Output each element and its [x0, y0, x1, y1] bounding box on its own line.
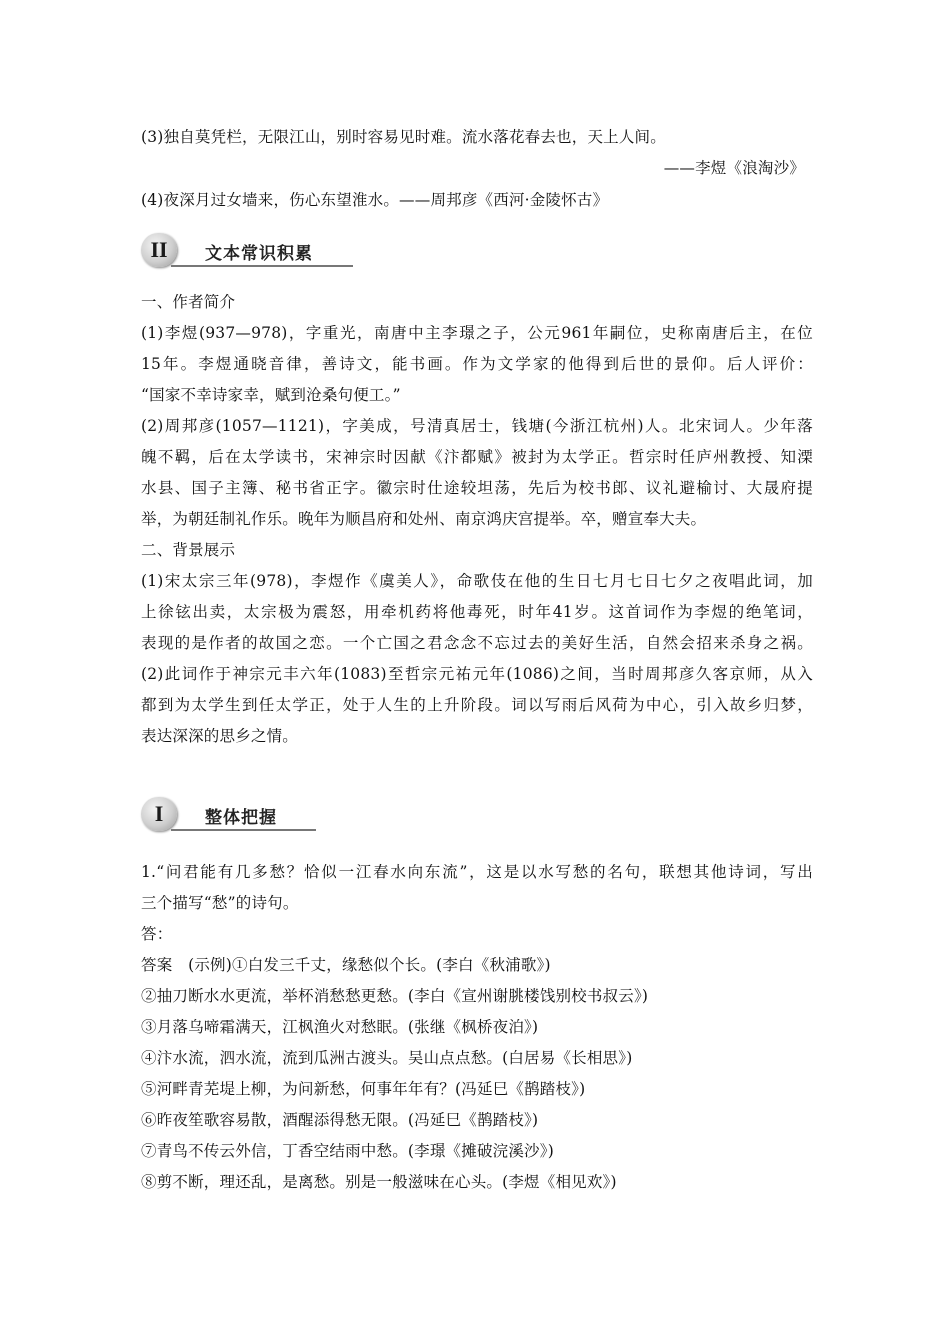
paragraph-line: “国家不幸诗家幸，赋到沧桑句便工。” [141, 386, 401, 404]
paragraph-line: 表达深深的思乡之情。 [141, 727, 299, 745]
answer-item: ②抽刀断水水更流，举杯消愁愁更愁。(李白《宣州谢朓楼饯别校书叔云》) [141, 987, 649, 1005]
poem-line-3: (3)独自莫凭栏，无限江山，别时容易见时难。流水落花春去也，天上人间。 [141, 128, 666, 146]
banner-underline [171, 265, 353, 267]
paragraph-line: 上徐铉出卖，太宗极为震怒，用牵机药将他毒死，时年41岁。这首词作为李煜的绝笔词， [141, 603, 813, 621]
answer-item: ⑥昨夜笙歌容易散，酒醒添得愁无限。(冯延巳《鹊踏枝》) [141, 1111, 539, 1129]
question-text: 三个描写“愁”的诗句。 [141, 894, 299, 912]
banner-underline [171, 829, 316, 831]
answer-item: 答案 (示例)①白发三千丈，缘愁似个长。(李白《秋浦歌》) [141, 956, 551, 974]
section-number: I [154, 801, 164, 826]
paragraph-line: 魄不羁，后在太学读书，宋神宗时因献《汴都赋》被封为太学正。哲宗时任庐州教授、知溧 [141, 448, 813, 466]
poem-attribution: ——李煜《浪淘沙》 [663, 159, 805, 177]
section-number: II [150, 237, 168, 262]
section-title: 整体把握 [205, 808, 277, 828]
paragraph-line: 表现的是作者的故国之恋。一个亡国之君念念不忘过去的美好生活，自然会招来杀身之祸。 [141, 634, 813, 652]
answer-item: ⑤河畔青芜堤上柳，为问新愁，何事年年有？(冯延巳《鹊踏枝》) [141, 1080, 586, 1098]
poem-line-4: (4)夜深月过女墙来，伤心东望淮水。——周邦彦《西河·金陵怀古》 [141, 191, 609, 209]
heading-background: 二、背景展示 [141, 541, 236, 559]
answer-label: 答： [141, 925, 173, 943]
paragraph-line: 都到为太学生到任太学正，处于人生的上升阶段。词以写雨后风荷为中心，引入故乡归梦， [141, 696, 813, 714]
heading-author-intro: 一、作者简介 [141, 293, 236, 311]
answer-item: ⑧剪不断，理还乱，是离愁。别是一般滋味在心头。(李煜《相见欢》) [141, 1173, 617, 1191]
section-banner-knowledge [141, 233, 353, 267]
question-text: 1.“问君能有几多愁？恰似一江春水向东流”，这是以水写愁的名句，联想其他诗词，写出 [141, 863, 813, 881]
paragraph-line: (2)此词作于神宗元丰六年(1083)至哲宗元祐元年(1086)之间，当时周邦彦久客京师，从入 [141, 665, 813, 683]
answer-item: ⑦青鸟不传云外信，丁香空结雨中愁。(李璟《摊破浣溪沙》) [141, 1142, 554, 1160]
answer-item: ④汴水流，泗水流，流到瓜洲古渡头。吴山点点愁。(白居易《长相思》) [141, 1049, 633, 1067]
section-banner-overview [141, 797, 316, 831]
paragraph-line: (1)李煜(937—978)，字重光，南唐中主李璟之子，公元961年嗣位，史称南唐后主，在位 [141, 324, 813, 342]
paragraph-line: (1)宋太宗三年(978)，李煜作《虞美人》，命歌伎在他的生日七月七日七夕之夜唱此词，加 [141, 572, 813, 590]
paragraph-line: (2)周邦彦(1057—1121)，字美成，号清真居士，钱塘(今浙江杭州)人。北宋词人。少年落 [141, 417, 813, 435]
paragraph-line: 15年。李煜通晓音律，善诗文，能书画。作为文学家的他得到后世的景仰。后人评价： [141, 355, 813, 373]
paragraph-line: 水县、国子主簿、秘书省正字。徽宗时仕途较坦荡，先后为校书郎、议礼避榆讨、大晟府提 [141, 479, 813, 497]
answer-item: ③月落乌啼霜满天，江枫渔火对愁眠。(张继《枫桥夜泊》) [141, 1018, 539, 1036]
section-title: 文本常识积累 [205, 244, 313, 264]
paragraph-line: 举，为朝廷制礼作乐。晚年为顺昌府和处州、南京鸿庆宫提举。卒，赠宣奉大夫。 [141, 510, 707, 528]
